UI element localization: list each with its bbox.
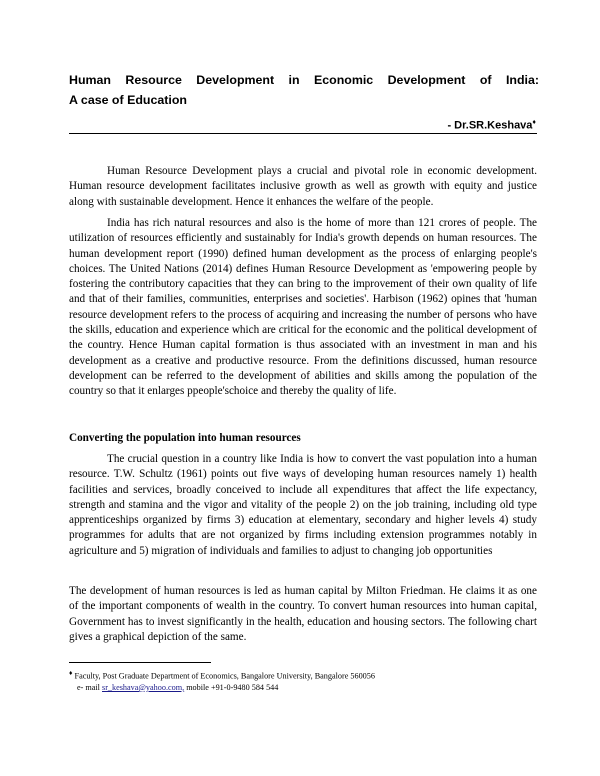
paper-title — [69, 70, 539, 110]
paragraph-schultz: The crucial question in a country like India is how to convert the vast population into a human resource. T.W. Schultz (1961) points out five ways of developing human resources namely 1) health facilities and services, broadly conceived to include all expenditures that affect the life expectancy, strength and stamina and the vigor and vitality of the people 2) on the job training, including old type apprenticeships organized by firms 3) education at elementary, secondary and higher levels 4) study programmes for adults that are not organized by firms including extension programmes notably in agriculture and 5) migration of individuals and families to adjust to changing job opportunities — [69, 453, 537, 557]
mobile-number: mobile +91-0-9480 584 544 — [186, 682, 279, 692]
paragraph-human-capital: The development of human resources is led as human capital by Milton Friedman. He claims it as one of the important components of wealth in the country. To convert human resources into human capital, Government has to invest significantly in the health, education and housing sectors. The following chart gives a graphical depiction of the same. — [69, 585, 537, 643]
email-label: e- mail — [77, 682, 100, 692]
footnote — [69, 668, 539, 693]
author-footnote-mark: ♦ — [532, 119, 536, 126]
author-line — [447, 119, 536, 132]
footnote-divider — [69, 662, 211, 663]
footnote-affiliation-line — [69, 668, 539, 682]
footnote-contact-line — [69, 682, 539, 693]
paragraph-intro: Human Resource Development plays a crucial and pivotal role in economic development. Human resource development facilitates inclusive growth as well as growth with equity and justice along with sustainable development. Hence it enhances the welfare of the people. — [69, 165, 537, 208]
title-line-2: A case of Education — [69, 93, 187, 107]
footnote-affiliation: Faculty, Post Graduate Department of Economics, Bangalore University, Bangalore 560056 — [74, 671, 375, 681]
section-heading: Converting the population into human resources — [69, 432, 301, 444]
email-link[interactable]: sr_keshava@yahoo.com, — [102, 682, 185, 692]
author-name: - Dr.SR.Keshava — [447, 119, 533, 132]
title-divider — [69, 133, 537, 134]
footnote-mark: ♦ — [69, 670, 73, 677]
title-line-1: Human Resource Development in Economic Development of India: — [69, 73, 539, 87]
paragraph-definitions: India has rich natural resources and also is the home of more than 121 crores of people. The utilization of resources efficiently and sustainably for India's growth depends on human resources. The human development report (1990) defined human development as the process of enlarging people's choices. The United Nations (2014) defines Human Resource Development as 'empowering people by fostering the contributory capacities that they can bring to the improvement of their own quality of life and that of their families, communities, enterprises and societies'. Harbison (1962) opines that 'human resource development refers to the process of acquiring and increasing the number of persons who have the skills, education and experience which are critical for the economic and the political development of the country. Hence Human capital formation is thus associated with an investment in man and his development as a creative and productive resource. From the definitions discussed, human resource development can be referred to the development of abilities and skills among the population of the country so that it enlarges ppeople'schoice and thereby the quality of life. — [69, 217, 537, 398]
